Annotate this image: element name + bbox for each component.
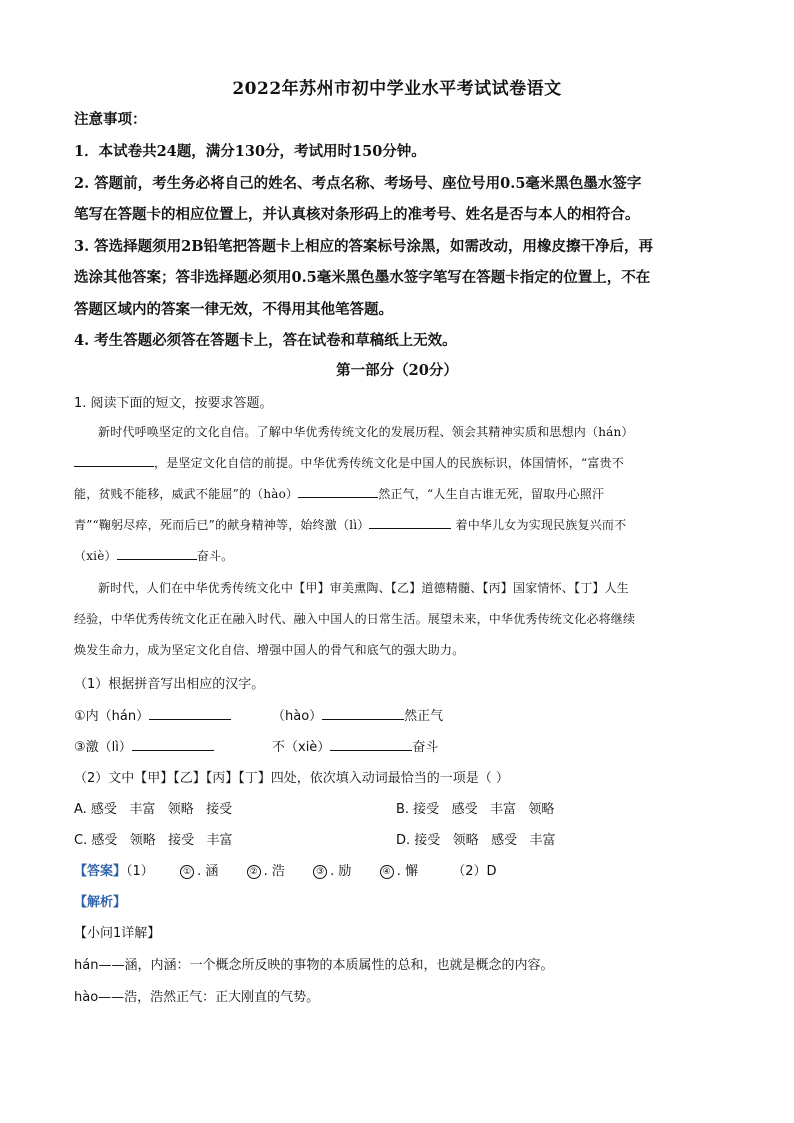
passage-p1-line-5-a: （xiè）	[74, 549, 117, 563]
item-c-label: ③激（lì）	[74, 740, 132, 755]
answer-blank-d	[330, 738, 412, 751]
analysis-label: 【解析】	[74, 895, 127, 910]
notice-heading: 注意事项：	[74, 111, 147, 128]
answer-line	[74, 860, 497, 879]
sub-question-1-prompt: （1）根据拼音写出相应的汉字。	[74, 677, 265, 692]
answer-marker-1: ①	[180, 865, 194, 879]
answer-marker-2: ②	[247, 865, 261, 879]
answer-blank-a	[149, 707, 231, 720]
analysis-line-1: hán——涵，内涵：一个概念所反映的事物的本质属性的总和，也就是概念的内容。	[74, 958, 554, 973]
passage-p1-line-3	[74, 485, 604, 502]
item-b-tail: 然正气	[404, 709, 444, 724]
blank-li	[369, 516, 451, 529]
analysis-line-2: hào——浩，浩然正气：正大刚直的气势。	[74, 990, 320, 1005]
answer-1: . 涵	[197, 864, 219, 879]
answer-marker-4: ④	[380, 865, 394, 879]
notice-item-2-line-2: 笔写在答题卡的相应位置上，并认真核对条形码上的准考号、姓名是否与本人的相符合。	[74, 206, 640, 223]
answer-sub2: （2）D	[452, 864, 497, 879]
notice-item-3-line-1: 3. 答选择题须用2B铅笔把答题卡上相应的答案标号涂黑，如需改动，用橡皮擦干净后，再	[74, 238, 654, 255]
answer-4: . 懈	[396, 864, 418, 879]
passage-p1-line-4-b: 着中华儿女为实现民族复兴而不	[455, 518, 627, 532]
answer-blank-c	[132, 738, 214, 751]
sub-question-1-item-d	[272, 736, 438, 755]
item-d-label: 不（xiè）	[272, 740, 331, 755]
sub-question-1-item-c	[74, 736, 214, 755]
answer-sub1-number: （1）	[126, 864, 154, 879]
passage-p2-line-1: 新时代，人们在中华优秀传统文化中【甲】审美熏陶、【乙】道德精髓、【丙】国家情怀、【丁】人生	[98, 581, 630, 595]
notice-item-4: 4. 考生答题必须答在答题卡上，答在试卷和草稿纸上无效。	[74, 332, 457, 349]
answer-2: . 浩	[263, 864, 285, 879]
sub-question-2-prompt: （2）文中【甲】【乙】【丙】【丁】四处，依次填入动词最恰当的一项是（ ）	[74, 771, 509, 786]
blank-xie	[117, 547, 197, 560]
notice-item-2-line-1: 2. 答题前，考生务必将自己的姓名、考点名称、考场号、座位号用0.5毫米黑色墨水签字	[74, 175, 642, 192]
passage-p1-line-5	[74, 547, 233, 564]
blank-hao	[298, 485, 378, 498]
notice-item-1: 1．本试卷共24题，满分130分，考试用时150分钟。	[74, 143, 426, 160]
passage-p2-line-3: 焕发生命力，成为坚定文化自信、增强中国人的骨气和底气的强大助力。	[74, 643, 465, 657]
item-b-label: （hào）	[272, 709, 323, 724]
item-d-tail: 奋斗	[412, 740, 439, 755]
passage-p1-line-5-b: 奋斗。	[196, 549, 234, 563]
answer-label: 【答案】	[74, 864, 127, 879]
blank-han	[74, 454, 154, 467]
passage-p1-line-3-b: 然正气，“人生自古谁无死，留取丹心照汗	[378, 487, 605, 501]
question-1-stem: 1. 阅读下面的短文，按要求答题。	[74, 396, 273, 411]
answer-blank-b	[322, 707, 404, 720]
passage-p1-line-4	[74, 516, 626, 533]
option-b: B. 接受 感受 丰富 领略	[396, 802, 555, 817]
answer-marker-3: ③	[313, 865, 327, 879]
option-c: C. 感受 领略 接受 丰富	[74, 833, 233, 848]
sub-question-1-item-b	[272, 705, 443, 724]
passage-p1-line-2	[74, 454, 624, 471]
item-a-label: ①内（hán）	[74, 709, 150, 724]
analysis-sub-heading: 【小问1详解】	[74, 926, 161, 941]
page-title: 2022年苏州市初中学业水平考试试卷语文	[232, 79, 562, 99]
part-title: 第一部分（20分）	[336, 362, 458, 379]
notice-item-3-line-2: 选涂其他答案；答非选择题必须用0.5毫米黑色墨水签字笔写在答题卡指定的位置上，不在	[74, 269, 651, 286]
passage-p2-line-2: 经验，中华优秀传统文化正在融入时代、融入中国人的日常生活。展望未来，中华优秀传统文化必将继续	[74, 612, 636, 626]
option-d: D. 接受 领略 感受 丰富	[396, 833, 556, 848]
notice-item-3-line-3: 答题区域内的答案一律无效，不得用其他笔答题。	[74, 301, 393, 318]
passage-p1-line-1: 新时代呼唤坚定的文化自信。了解中华优秀传统文化的发展历程、领会其精神实质和思想内（hán）	[98, 425, 634, 439]
passage-p1-line-2-text: ，是坚定文化自信的前提。中华优秀传统文化是中国人的民族标识，体国情怀，“富贵不	[154, 456, 624, 470]
option-a: A. 感受 丰富 领略 接受	[74, 802, 233, 817]
answer-3: . 励	[330, 864, 352, 879]
passage-p1-line-3-a: 能，贫贱不能移，威武不能屈”的（hào）	[74, 487, 299, 501]
sub-question-1-item-a	[74, 705, 231, 724]
passage-p1-line-4-a: 青”“鞠躬尽瘁，死而后已”的献身精神等，始终激（lì）	[74, 518, 370, 532]
